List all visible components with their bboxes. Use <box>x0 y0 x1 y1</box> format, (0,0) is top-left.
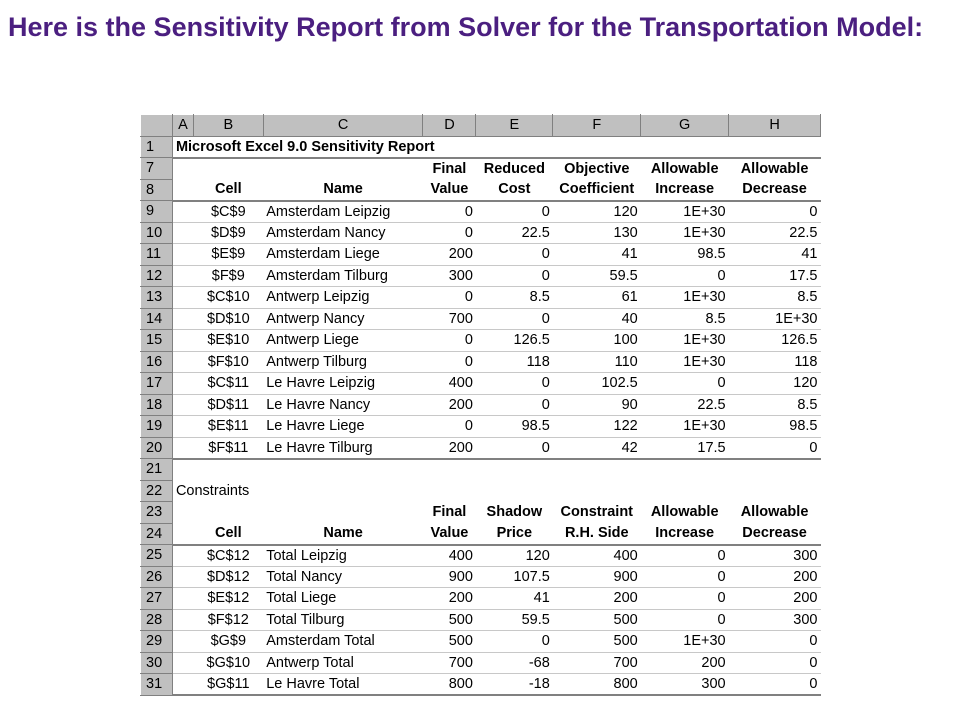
value-cell[interactable]: 700 <box>553 652 641 674</box>
empty-cell-a[interactable] <box>172 437 193 459</box>
cell-reference[interactable]: $E$11 <box>193 416 263 438</box>
value-cell[interactable]: 17.5 <box>729 265 821 287</box>
cell-reference[interactable]: $F$11 <box>193 437 263 459</box>
row-header[interactable]: 8 <box>141 179 173 201</box>
constraints-row <box>141 545 821 567</box>
row-header[interactable]: 21 <box>141 459 173 481</box>
value-cell[interactable]: 0 <box>729 201 821 223</box>
empty-cell-a[interactable] <box>172 545 193 567</box>
value-cell[interactable]: 41 <box>476 588 553 610</box>
cell-reference[interactable]: $G$10 <box>193 652 263 674</box>
value-cell[interactable]: 0 <box>423 222 476 244</box>
value-cell[interactable]: 300 <box>641 674 729 696</box>
column-heading: Price <box>476 523 553 545</box>
cell-reference[interactable]: $E$9 <box>193 244 263 266</box>
cell-reference[interactable]: $F$10 <box>193 351 263 373</box>
constraints-row <box>141 652 821 674</box>
value-cell[interactable]: 200 <box>423 394 476 416</box>
empty-cell-a[interactable] <box>172 179 193 201</box>
cell-reference[interactable]: $D$9 <box>193 222 263 244</box>
value-cell[interactable]: 0 <box>423 351 476 373</box>
value-cell[interactable]: 98.5 <box>641 244 729 266</box>
adjustable-cells-row <box>141 265 821 287</box>
column-heading <box>193 502 263 524</box>
row-header[interactable]: 9 <box>141 201 173 223</box>
value-cell[interactable]: 8.5 <box>641 308 729 330</box>
empty-cell[interactable] <box>641 480 729 502</box>
spreadsheet <box>140 114 821 706</box>
column-header-c[interactable]: C <box>263 115 423 137</box>
column-header-e[interactable]: E <box>476 115 553 137</box>
value-cell[interactable]: 200 <box>641 652 729 674</box>
cell-name[interactable]: Total Tilburg <box>263 609 423 631</box>
value-cell[interactable]: 130 <box>553 222 641 244</box>
value-cell[interactable]: 0 <box>476 201 553 223</box>
value-cell[interactable]: 0 <box>476 437 553 459</box>
value-cell[interactable]: 1E+30 <box>641 416 729 438</box>
value-cell[interactable]: 41 <box>729 244 821 266</box>
sensitivity-report-grid <box>140 114 821 696</box>
value-cell[interactable]: 200 <box>729 566 821 588</box>
cell-reference[interactable]: $D$11 <box>193 394 263 416</box>
adjustable-cells-row <box>141 201 821 223</box>
value-cell[interactable]: 0 <box>641 265 729 287</box>
value-cell[interactable]: 0 <box>476 244 553 266</box>
value-cell[interactable]: 300 <box>423 265 476 287</box>
value-cell[interactable]: 0 <box>641 609 729 631</box>
adjustable-cells-row <box>141 222 821 244</box>
constraints-row <box>141 631 821 653</box>
column-header-h[interactable]: H <box>729 115 821 137</box>
value-cell[interactable]: 800 <box>553 674 641 696</box>
value-cell[interactable]: 400 <box>423 373 476 395</box>
column-heading: Coefficient <box>553 179 641 201</box>
constraints-header-row <box>141 502 821 524</box>
empty-cell-a[interactable] <box>172 631 193 653</box>
value-cell[interactable]: 0 <box>641 545 729 567</box>
value-cell[interactable]: 1E+30 <box>641 351 729 373</box>
adjustable-cells-row <box>141 394 821 416</box>
select-all-corner[interactable] <box>141 115 173 137</box>
value-cell[interactable]: 100 <box>553 330 641 352</box>
value-cell[interactable]: 59.5 <box>476 609 553 631</box>
column-heading: Reduced <box>483 160 545 177</box>
cell-name[interactable]: Antwerp Tilburg <box>263 351 423 373</box>
empty-cell[interactable] <box>476 459 553 481</box>
value-cell[interactable]: 0 <box>729 437 821 459</box>
value-cell[interactable]: 200 <box>423 588 476 610</box>
cell-name[interactable]: Le Havre Tilburg <box>263 437 423 459</box>
value-cell[interactable]: 40 <box>553 308 641 330</box>
value-cell[interactable]: 200 <box>729 588 821 610</box>
value-cell[interactable]: 22.5 <box>641 394 729 416</box>
value-cell[interactable]: 0 <box>476 631 553 653</box>
row-header[interactable]: 17 <box>141 373 173 395</box>
adjustable-cells-row <box>141 330 821 352</box>
empty-cell-a[interactable] <box>172 244 193 266</box>
row-header[interactable]: 7 <box>141 158 173 180</box>
column-heading: Allowable <box>740 160 809 177</box>
adjustable-cells-row <box>141 308 821 330</box>
row-header[interactable]: 27 <box>141 588 173 610</box>
row-header[interactable]: 26 <box>141 566 173 588</box>
cell-reference[interactable]: $G$9 <box>193 631 263 653</box>
value-cell[interactable]: 0 <box>476 308 553 330</box>
row-header[interactable]: 31 <box>141 674 173 696</box>
value-cell[interactable]: 0 <box>476 265 553 287</box>
cell-reference[interactable]: $G$11 <box>193 674 263 696</box>
value-cell[interactable]: 1E+30 <box>641 222 729 244</box>
value-cell[interactable]: 110 <box>553 351 641 373</box>
column-heading: Objective <box>564 160 630 177</box>
cell-name[interactable]: Amsterdam Total <box>263 631 423 653</box>
value-cell[interactable]: 500 <box>423 631 476 653</box>
empty-cell[interactable] <box>729 459 821 481</box>
blank-row <box>141 459 821 481</box>
cell-name[interactable]: Le Havre Total <box>263 674 423 696</box>
constraints-row <box>141 609 821 631</box>
column-heading: Decrease <box>729 523 821 545</box>
empty-cell-a[interactable] <box>172 416 193 438</box>
value-cell[interactable]: 8.5 <box>729 394 821 416</box>
cell-name[interactable]: Total Nancy <box>263 566 423 588</box>
value-cell[interactable]: 107.5 <box>476 566 553 588</box>
value-cell[interactable]: 200 <box>423 244 476 266</box>
constraints-row <box>141 588 821 610</box>
empty-cell-a[interactable] <box>172 201 193 223</box>
value-cell[interactable]: 8.5 <box>729 287 821 309</box>
cell-reference[interactable]: $C$12 <box>193 545 263 567</box>
value-cell[interactable]: 0 <box>729 631 821 653</box>
column-heading: Final <box>432 504 467 521</box>
row-header[interactable]: 29 <box>141 631 173 653</box>
adjustable-cells-row <box>141 244 821 266</box>
column-heading <box>263 502 423 524</box>
value-cell[interactable]: 0 <box>423 416 476 438</box>
cell-reference[interactable]: $C$10 <box>193 287 263 309</box>
cell-reference[interactable]: $E$10 <box>193 330 263 352</box>
value-cell[interactable]: 98.5 <box>729 416 821 438</box>
empty-cell-a[interactable] <box>172 566 193 588</box>
empty-cell-a[interactable] <box>172 652 193 674</box>
column-header-b[interactable]: B <box>193 115 263 137</box>
column-heading: R.H. Side <box>553 523 641 545</box>
value-cell[interactable]: 1E+30 <box>641 287 729 309</box>
column-heading: Final <box>432 160 467 177</box>
value-cell[interactable]: 300 <box>729 545 821 567</box>
value-cell[interactable]: 0 <box>423 201 476 223</box>
slide-title: Here is the Sensitivity Report from Solver for the Transportation Model: <box>8 12 924 42</box>
cell-reference[interactable]: $E$12 <box>193 588 263 610</box>
value-cell[interactable]: 0 <box>476 373 553 395</box>
column-heading <box>263 158 423 180</box>
empty-cell[interactable] <box>263 459 423 481</box>
column-heading: Shadow <box>486 504 543 521</box>
value-cell[interactable]: 0 <box>641 588 729 610</box>
empty-cell[interactable] <box>423 480 476 502</box>
adjustable-cells-row <box>141 416 821 438</box>
value-cell[interactable]: 500 <box>553 609 641 631</box>
empty-cell[interactable] <box>729 480 821 502</box>
value-cell[interactable]: 42 <box>553 437 641 459</box>
row-header[interactable]: 14 <box>141 308 173 330</box>
column-header-f[interactable]: F <box>553 115 641 137</box>
column-header-g[interactable]: G <box>641 115 729 137</box>
value-cell[interactable]: 102.5 <box>553 373 641 395</box>
empty-cell[interactable] <box>553 480 641 502</box>
value-cell[interactable]: 900 <box>423 566 476 588</box>
value-cell[interactable]: 700 <box>423 652 476 674</box>
row-header[interactable]: 18 <box>141 394 173 416</box>
cell-name[interactable]: Antwerp Nancy <box>263 308 423 330</box>
value-cell[interactable]: 59.5 <box>553 265 641 287</box>
empty-cell-a[interactable] <box>172 265 193 287</box>
row-header[interactable]: 23 <box>141 502 173 524</box>
cell-name[interactable]: Antwerp Liege <box>263 330 423 352</box>
column-heading: Cell <box>193 523 263 545</box>
column-heading: Cost <box>476 179 553 201</box>
empty-cell[interactable] <box>193 459 263 481</box>
value-cell[interactable]: 0 <box>641 566 729 588</box>
empty-cell-a[interactable] <box>172 674 193 696</box>
empty-cell-a[interactable] <box>172 609 193 631</box>
value-cell[interactable]: 900 <box>553 566 641 588</box>
row-header[interactable]: 28 <box>141 609 173 631</box>
cell-name[interactable]: Antwerp Total <box>263 652 423 674</box>
value-cell[interactable]: 300 <box>729 609 821 631</box>
adjustable-cells-header-row <box>141 158 821 180</box>
empty-cell-a[interactable] <box>172 373 193 395</box>
value-cell[interactable]: 120 <box>729 373 821 395</box>
value-cell[interactable]: 500 <box>423 609 476 631</box>
column-heading: Cell <box>193 179 263 201</box>
row-header[interactable]: 13 <box>141 287 173 309</box>
constraints-header-row <box>141 523 821 545</box>
row-header[interactable]: 22 <box>141 480 173 502</box>
cell-name[interactable]: Le Havre Nancy <box>263 394 423 416</box>
empty-cell-a[interactable] <box>172 308 193 330</box>
value-cell[interactable]: 0 <box>476 394 553 416</box>
adjustable-cells-row <box>141 287 821 309</box>
value-cell[interactable]: 700 <box>423 308 476 330</box>
row-header[interactable]: 10 <box>141 222 173 244</box>
row-header[interactable]: 12 <box>141 265 173 287</box>
report-title-row <box>141 136 821 158</box>
column-heading: Allowable <box>740 504 809 521</box>
empty-cell[interactable] <box>476 480 553 502</box>
empty-cell[interactable] <box>423 459 476 481</box>
row-header[interactable]: 19 <box>141 416 173 438</box>
value-cell[interactable]: 800 <box>423 674 476 696</box>
empty-cell-a[interactable] <box>172 502 193 524</box>
cell-name[interactable]: Le Havre Leipzig <box>263 373 423 395</box>
column-heading: Value <box>423 523 476 545</box>
adjustable-cells-header-row <box>141 179 821 201</box>
empty-cell-a[interactable] <box>172 158 193 180</box>
value-cell[interactable]: 400 <box>553 545 641 567</box>
value-cell[interactable]: 0 <box>641 373 729 395</box>
column-header-row <box>141 115 821 137</box>
column-header-d[interactable]: D <box>423 115 476 137</box>
column-heading: Name <box>263 179 423 201</box>
row-header[interactable]: 30 <box>141 652 173 674</box>
row-header[interactable]: 24 <box>141 523 173 545</box>
empty-cell[interactable] <box>172 459 193 481</box>
report-title: Microsoft Excel 9.0 Sensitivity Report <box>172 136 552 158</box>
empty-cell[interactable] <box>553 459 641 481</box>
cell-reference[interactable]: $F$9 <box>193 265 263 287</box>
value-cell[interactable]: 61 <box>553 287 641 309</box>
empty-cell-a[interactable] <box>172 588 193 610</box>
adjustable-cells-row <box>141 437 821 459</box>
column-heading: Allowable <box>650 160 719 177</box>
value-cell[interactable]: 90 <box>553 394 641 416</box>
value-cell[interactable]: -18 <box>476 674 553 696</box>
value-cell[interactable]: 118 <box>729 351 821 373</box>
value-cell[interactable]: -68 <box>476 652 553 674</box>
cell-name[interactable]: Antwerp Leipzig <box>263 287 423 309</box>
value-cell[interactable]: 126.5 <box>476 330 553 352</box>
value-cell[interactable]: 1E+30 <box>641 631 729 653</box>
value-cell[interactable]: 126.5 <box>729 330 821 352</box>
value-cell[interactable]: 0 <box>423 330 476 352</box>
value-cell[interactable]: 17.5 <box>641 437 729 459</box>
cell-name[interactable]: Le Havre Liege <box>263 416 423 438</box>
value-cell[interactable]: 120 <box>553 201 641 223</box>
blank-row <box>141 480 821 502</box>
adjustable-cells-row <box>141 351 821 373</box>
value-cell[interactable]: 41 <box>553 244 641 266</box>
value-cell[interactable]: 120 <box>476 545 553 567</box>
section-label: Constraints <box>175 482 250 499</box>
value-cell[interactable]: 200 <box>423 437 476 459</box>
value-cell[interactable]: 122 <box>553 416 641 438</box>
cell-name[interactable]: Amsterdam Tilburg <box>263 265 423 287</box>
empty-cell-a[interactable] <box>172 287 193 309</box>
column-heading: Increase <box>641 523 729 545</box>
cell-name[interactable]: Amsterdam Liege <box>263 244 423 266</box>
column-heading: Value <box>423 179 476 201</box>
constraints-row <box>141 674 821 696</box>
empty-cell-a[interactable] <box>172 222 193 244</box>
value-cell[interactable]: 0 <box>423 287 476 309</box>
adjustable-cells-row <box>141 373 821 395</box>
value-cell[interactable]: 22.5 <box>729 222 821 244</box>
column-heading: Constraint <box>560 504 634 521</box>
value-cell[interactable]: 8.5 <box>476 287 553 309</box>
empty-cell-a[interactable] <box>172 523 193 545</box>
row-header[interactable]: 20 <box>141 437 173 459</box>
empty-cell-a[interactable] <box>172 394 193 416</box>
column-header-a[interactable]: A <box>172 115 193 137</box>
constraints-row <box>141 566 821 588</box>
cell-reference[interactable]: $C$9 <box>193 201 263 223</box>
column-heading: Name <box>263 523 423 545</box>
column-heading: Decrease <box>729 179 821 201</box>
column-heading: Increase <box>641 179 729 201</box>
value-cell[interactable]: 1E+30 <box>641 330 729 352</box>
empty-cell-a[interactable] <box>172 330 193 352</box>
row-header[interactable]: 16 <box>141 351 173 373</box>
value-cell[interactable]: 400 <box>423 545 476 567</box>
cell-reference[interactable]: $D$12 <box>193 566 263 588</box>
value-cell[interactable]: 118 <box>476 351 553 373</box>
row-header[interactable]: 1 <box>141 136 173 158</box>
value-cell[interactable]: 22.5 <box>476 222 553 244</box>
column-heading <box>193 158 263 180</box>
value-cell[interactable]: 0 <box>729 652 821 674</box>
value-cell[interactable]: 0 <box>729 674 821 696</box>
cell-name[interactable]: Total Leipzig <box>263 545 423 567</box>
row-header[interactable]: 15 <box>141 330 173 352</box>
value-cell[interactable]: 98.5 <box>476 416 553 438</box>
empty-cell-a[interactable] <box>172 351 193 373</box>
cell-reference[interactable]: $D$10 <box>193 308 263 330</box>
value-cell[interactable]: 200 <box>553 588 641 610</box>
cell-name[interactable]: Amsterdam Nancy <box>263 222 423 244</box>
cell-reference[interactable]: $C$11 <box>193 373 263 395</box>
cell-name[interactable]: Amsterdam Leipzig <box>263 201 423 223</box>
cell-name[interactable]: Total Liege <box>263 588 423 610</box>
cell-reference[interactable]: $F$12 <box>193 609 263 631</box>
empty-cell[interactable] <box>641 459 729 481</box>
value-cell[interactable]: 500 <box>553 631 641 653</box>
row-header[interactable]: 11 <box>141 244 173 266</box>
column-heading: Allowable <box>650 504 719 521</box>
value-cell[interactable]: 1E+30 <box>729 308 821 330</box>
row-header[interactable]: 25 <box>141 545 173 567</box>
value-cell[interactable]: 1E+30 <box>641 201 729 223</box>
